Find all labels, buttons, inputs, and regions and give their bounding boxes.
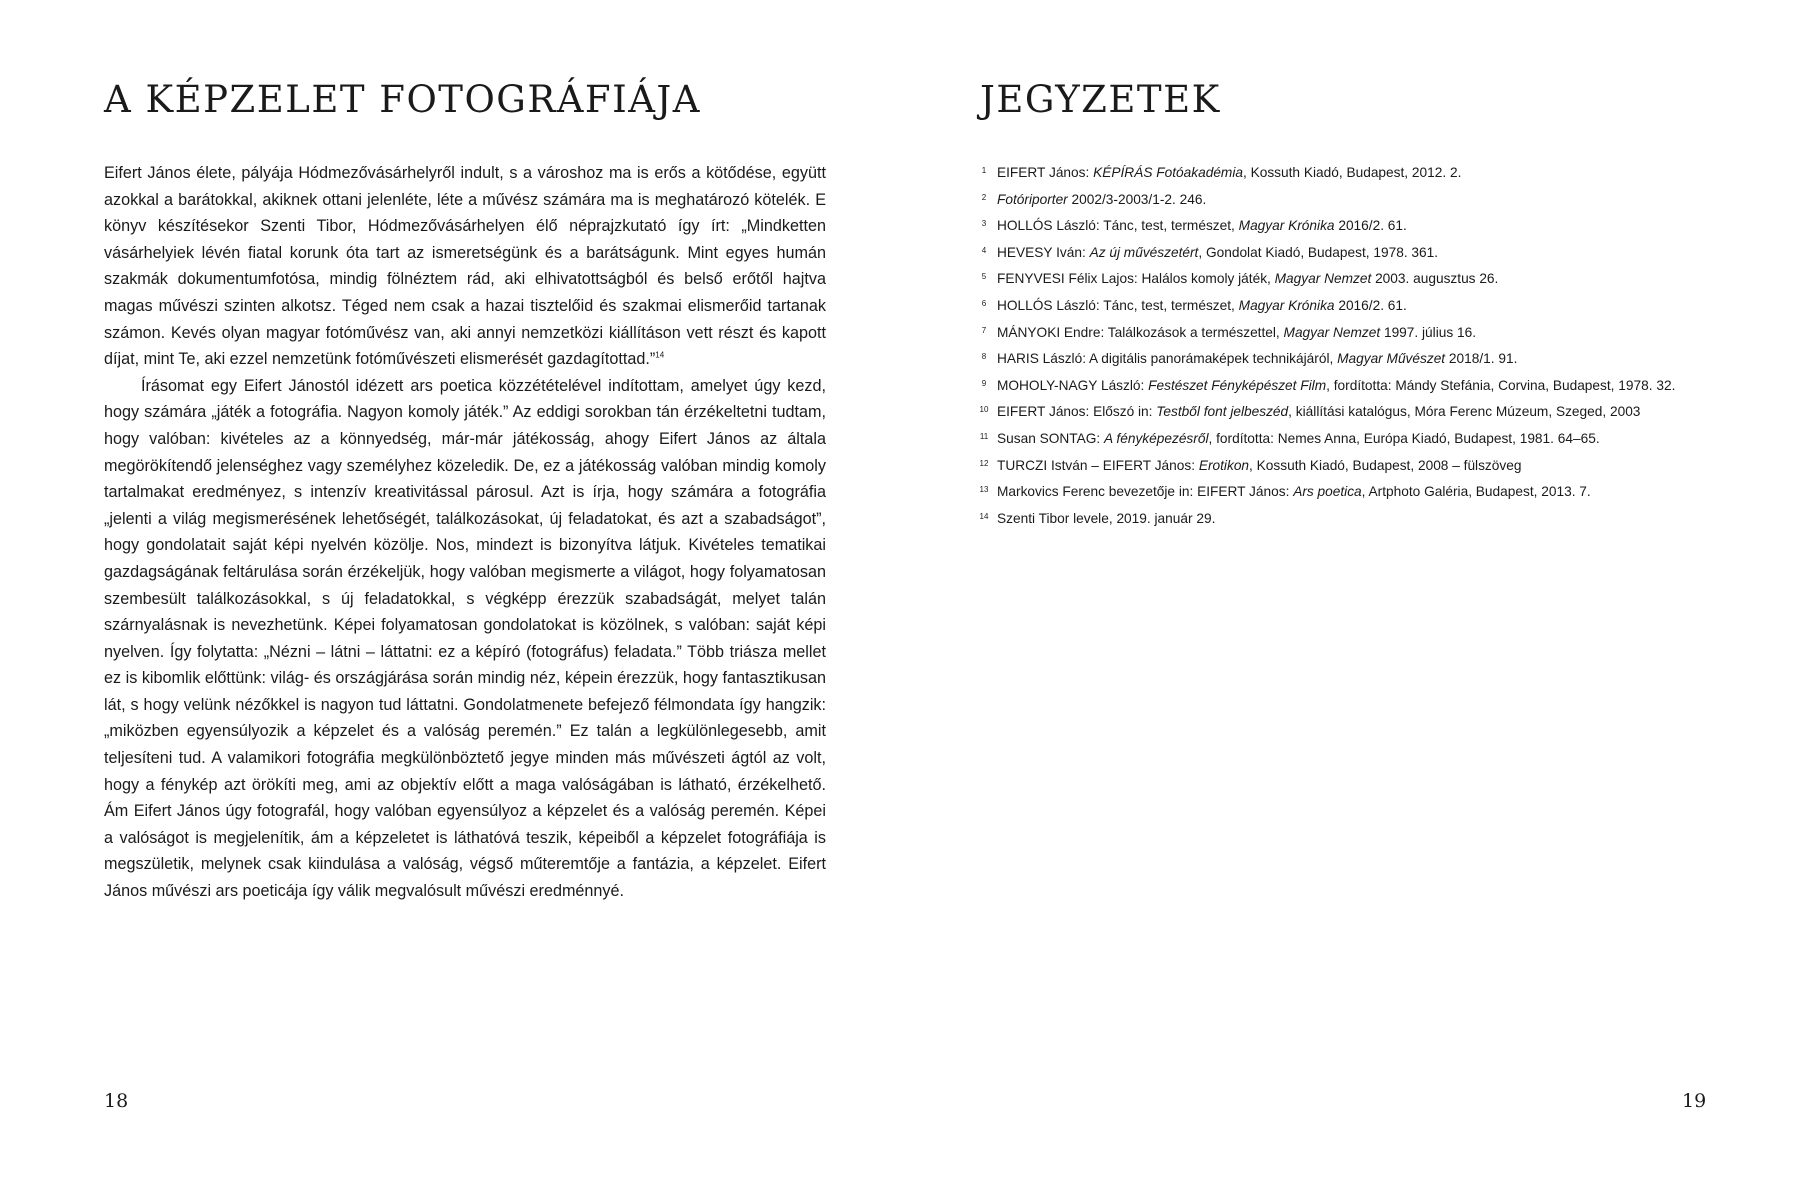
- note-text-part: , Kossuth Kiadó, Budapest, 2012. 2.: [1242, 165, 1462, 180]
- note-text-part: , kiállítási katalógus, Móra Ferenc Múzeum, Szeged, 2003: [1288, 404, 1641, 420]
- note-item: [979, 346, 1719, 373]
- note-text-part: EIFERT János:: [997, 165, 1094, 180]
- note-text: [997, 484, 1591, 499]
- note-text: [997, 325, 1476, 340]
- note-text-part: EIFERT János: Előszó in:: [997, 404, 1157, 420]
- note-title-italic: Festészet Fényképészet Film: [1148, 377, 1327, 393]
- note-text: [997, 245, 1438, 260]
- note-number: 9: [981, 378, 987, 388]
- footnote-ref-14[interactable]: 14: [655, 350, 665, 360]
- note-title-italic: Magyar Nemzet: [1274, 271, 1372, 287]
- paragraph-2-text: Írásomat egy Eifert Jánostól idézett ars poetica közzétételével indítottam, amelyet úgy kezd, hogy számára „játék a fotográfia. Nagyon komoly játék.” Az eddigi sorokban tán érzékeltetni tudtam, hogy valóban: kivételes az a könnyedség, már-már játékosság, ahogy Eifert János az általa megörökítendő jelenséghez vagy személyhez közeledik. De, ez a játékosság valóban mindig komoly tartalmakat eredményez, s intenzív kreativitással párosul. Azt is írja, hogy számára a fotográfia „jelenti a világ megismerésének lehetőségét, találkozásokat, új feladatokat, és azt a szabadságot”, hogy gondolatait saját képi nyelvén közölje. Nos, mindezt is bizonyítva látjuk. Kivételes tematikai gazdagságának feltárulása során érzékeljük, hogy valóban megismerte a világot, hogy folyamatosan szembesült találkozásokkal, s új feladatokkal, s végképp érezzük szabadságát, melyet talán szárnyalásnak is nevezhetünk. Képei folyamatosan gondolatokat is közölnek, s valóban: saját képi nyelven. Így folytatta: „Nézni – látni – láttatni: ez a képíró (fotográfus) feladata.” Több triásza mellet ez is kibomlik előttünk: világ- és országjárása során mindig néz, képein érezzük, hogy fantasztikusan lát, s hogy velünk nézőkkel is nagyon tud láttatni. Gondolatmenete befejező félmondata így hangzik: „miközben egyensúlyozik a képzelet és a valóság peremén.” Ez talán a legkülönlegesebb, amit teljesíteni tud. A valamikori fotográfia megkülönböztető jegye minden más művészeti ágtól az volt, hogy a fénykép azt örökíti meg, ami az objektív előtt a maga valóságában is látható, érzékelhető. Ám Eifert János úgy fotografál, hogy valóban egyensúlyoz a képzelet és a valóság peremén. Képei a valóságot is megjelenítik, ám a képzeletet is láthatóvá teszik, képeiből a képzelet fotográfiája is megszületik, melynek csak kiindulása a valóság, végső műteremtője a fantázia, a képzelet. Eifert János művészi ars poeticája így válik megvalósult művészi eredménnyé.: [104, 376, 826, 901]
- note-item: [979, 240, 1719, 267]
- note-title-italic: Magyar Krónika: [1238, 218, 1335, 234]
- note-text: [997, 271, 1498, 286]
- right-page: [900, 0, 1800, 1200]
- notes-title: JEGYZETEK: [980, 78, 1221, 121]
- note-number: 4: [981, 245, 987, 255]
- note-text-part: Susan SONTAG:: [997, 430, 1104, 446]
- note-text: [997, 298, 1407, 313]
- page-number-right: 19: [1682, 1090, 1707, 1112]
- note-number: 14: [979, 511, 989, 521]
- note-item: [979, 479, 1719, 506]
- note-item: [979, 160, 1719, 187]
- note-text-part: , Gondolat Kiadó, Budapest, 1978. 361.: [1198, 244, 1439, 260]
- note-text: [997, 218, 1407, 233]
- note-text-part: 2018/1. 91.: [1445, 351, 1518, 367]
- note-text-part: , Artphoto Galéria, Budapest, 2013. 7.: [1361, 484, 1591, 500]
- note-number: 2: [981, 192, 987, 202]
- note-title-italic: Ars poetica: [1293, 484, 1362, 500]
- note-number: 6: [981, 298, 987, 308]
- note-text: [997, 404, 1640, 419]
- note-title-italic: Magyar Nemzet: [1283, 324, 1381, 340]
- note-text: [997, 511, 1215, 526]
- note-text: [997, 458, 1521, 473]
- note-text-part: HOLLÓS László: Tánc, test, természet,: [997, 297, 1239, 313]
- note-title-italic: Magyar Krónika: [1238, 297, 1335, 313]
- note-number: 10: [979, 405, 989, 415]
- note-item: [979, 320, 1719, 347]
- note-text-part: , fordította: Mándy Stefánia, Corvina, Budapest, 1978. 32.: [1326, 377, 1676, 393]
- note-title-italic: A fényképezésről: [1104, 430, 1209, 446]
- note-text-part: 2016/2. 61.: [1334, 218, 1407, 234]
- note-title-italic: Testből font jelbeszéd: [1156, 404, 1289, 420]
- note-number: 5: [981, 272, 987, 282]
- note-item: [979, 426, 1719, 453]
- note-item: [979, 506, 1719, 533]
- note-item: [979, 213, 1719, 240]
- note-text-part: HARIS László: A digitális panorámaképek technikájáról,: [997, 351, 1338, 367]
- note-number: 12: [979, 458, 989, 468]
- paragraph-1: [104, 160, 826, 373]
- note-title-italic: Magyar Művészet: [1337, 351, 1446, 367]
- body-text: [104, 160, 826, 905]
- chapter-title: A KÉPZELET FOTOGRÁFIÁJA: [104, 78, 701, 121]
- note-text: [997, 431, 1600, 446]
- note-text-part: FENYVESI Félix Lajos: Halálos komoly játék,: [997, 271, 1275, 287]
- note-text-part: 2002/3-2003/1-2. 246.: [1067, 191, 1207, 207]
- note-text-part: HOLLÓS László: Tánc, test, természet,: [997, 218, 1239, 234]
- note-number: 1: [981, 166, 987, 175]
- note-text-part: 2016/2. 61.: [1334, 297, 1407, 313]
- note-text-part: 2003. augusztus 26.: [1371, 271, 1499, 287]
- note-number: 7: [981, 325, 987, 335]
- note-title-italic: Fotóriporter: [997, 191, 1068, 207]
- note-text: [997, 378, 1675, 393]
- note-text-part: MÁNYOKI Endre: Találkozások a természettel,: [997, 324, 1284, 340]
- note-item: [979, 266, 1719, 293]
- note-item: [979, 453, 1719, 480]
- note-item: [979, 373, 1719, 400]
- page-number-left: 18: [104, 1090, 129, 1112]
- notes-list: [979, 160, 1719, 532]
- note-title-italic: KÉPÍRÁS Fotóakadémia: [1093, 165, 1243, 180]
- note-item: [979, 293, 1719, 320]
- paragraph-2: [104, 373, 826, 905]
- note-text-part: , Kossuth Kiadó, Budapest, 2008 – fülszöveg: [1249, 457, 1522, 473]
- note-number: 3: [981, 219, 987, 229]
- note-text-part: TURCZI István – EIFERT János:: [997, 457, 1199, 473]
- note-number: 13: [979, 485, 989, 495]
- note-item: [979, 399, 1719, 426]
- note-number: 11: [979, 431, 989, 441]
- note-text-part: Markovics Ferenc bevezetője in: EIFERT János:: [997, 484, 1294, 500]
- note-text-part: HEVESY Iván:: [997, 244, 1090, 260]
- paragraph-1-text: Eifert János élete, pályája Hódmezővásárhelyről indult, s a városhoz ma is erős a kötődése, együtt azokkal a barátokkal, akiknek ottani jelenléte, léte a művész számára ma is meghatározó kötelék. E könyv készítésekor Szenti Tibor, Hódmezővásárhelyen élő néprajzkutató így írt: „Mindketten vásárhelyiek lévén fiatal korunk óta tart az ismeretségünk és a barátságunk. Mint egyes humán szakmák dokumentumfotósa, mindig fölnéztem rád, aki elhivatottságból és belső erőtől hajtva magas művészi szinten alkotsz. Téged nem csak a hazai tisztelőid és szakmai elismerőid tartanak számon. Kevés olyan magyar fotóművész van, aki annyi nemzetközi kiállításon vett részt és kapott díjat, mint Te, aki ezzel nemzetünk fotóművészeti elismerését gazdagítottad.”: [104, 164, 826, 369]
- note-text: [997, 192, 1206, 207]
- note-text-part: 1997. július 16.: [1380, 324, 1477, 340]
- note-title-italic: Erotikon: [1198, 457, 1250, 473]
- note-number: 8: [981, 352, 987, 362]
- note-text-part: , fordította: Nemes Anna, Európa Kiadó, Budapest, 1981. 64–65.: [1208, 430, 1600, 446]
- note-title-italic: Az új művészetért: [1089, 244, 1199, 260]
- note-text: [997, 351, 1517, 366]
- note-text-part: MOHOLY-NAGY László:: [997, 377, 1149, 393]
- note-item: [979, 187, 1719, 214]
- note-text-part: Szenti Tibor levele, 2019. január 29.: [997, 510, 1216, 526]
- note-text: [997, 165, 1461, 180]
